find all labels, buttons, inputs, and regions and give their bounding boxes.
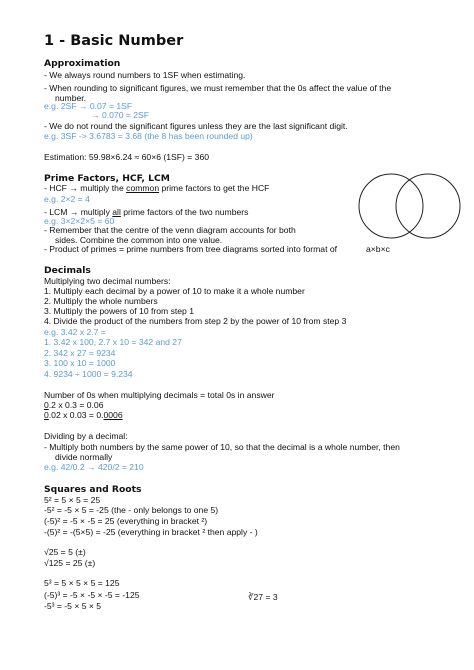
hcf-text-start: - HCF → multiply the [44,183,127,193]
product-format: a×b×c [366,244,390,254]
decimals-example-step-2: 2. 342 x 27 = 9234 [44,348,116,358]
decimals-step-2: 2. Multiply the whole numbers [44,296,158,306]
venn-note-line-1: - Remember that the centre of the venn diagram accounts for both [44,225,296,235]
approximation-example-1: e.g. 2SF → 0.07 = 1SF [44,101,133,111]
squares-heading: Squares and Roots [44,484,142,495]
decimals-step-1: 1. Multiply each decimal by a power of 10 to make it a whole number [44,286,305,296]
decimals-step-4: 4. Divide the product of the numbers from step 2 by the power of 10 from step 3 [44,316,347,326]
decimals-heading: Decimals [44,265,91,276]
decimals-example-step-3: 3. 100 x 10 = 1000 [44,358,116,368]
lcm-all-word: all [112,207,121,217]
squares-line-2: -5² = -5 × 5 = -25 (the - only belongs to one 5) [44,505,219,515]
dividing-example: e.g. 42/0.2 → 420/2 = 210 [44,462,144,472]
venn-note-line-2: sides. Combine the common into one value. [55,235,223,245]
page-title: 1 - Basic Number [44,33,184,49]
approximation-example-2: e.g. 3SF -> 3.6783 = 3.68 (the 8 has been rounded up) [44,131,253,141]
approximation-bullet-2-cont: number. [55,93,87,103]
squares-line-1: 5² = 5 × 5 = 25 [44,495,101,505]
approximation-bullet-3: - We do not round the significant figures unless they are the last significant digit. [44,121,348,131]
hcf-text-end: prime factors to get the HCF [159,183,270,193]
approximation-bullet-2: - When rounding to significant figures, we must remember that the 0s affect the value of the [44,83,392,93]
zeros-rule: Number of 0s when multiplying decimals = total 0s in answer [44,390,275,400]
venn-right-circle [396,174,460,238]
decimals-intro: Multiplying two decimal numbers: [44,276,171,286]
approximation-heading: Approximation [44,58,121,69]
root-line-2: √125 = 25 (±) [44,558,96,568]
zeros-example-1-underlined: 0 [44,400,49,410]
cube-line-2: (-5)³ = -5 × -5 × -5 = -125 [44,590,140,600]
root-line-1: √25 = 5 (±) [44,547,86,557]
approximation-bullet-1: - We always round numbers to 1SF when estimating. [44,70,246,80]
zeros-example-2 [44,410,123,421]
estimation-line: Estimation: 59.98×6.24 ≈ 60×6 (1SF) = 360 [44,152,209,162]
squares-line-3: (-5)² = -5 × -5 = 25 (everything in bracket ²) [44,516,208,526]
zeros-example-2-result: 0006 [103,410,123,420]
hcf-common-word: common [126,183,160,193]
zeros-example-2-underlined: 0 [44,410,49,420]
venn-diagram [358,170,468,246]
cube-root-line: ∛27 = 3 [248,592,278,602]
decimals-example-heading: e.g. 3.42 x 2.7 = [44,327,106,337]
squares-line-4: -(5)² = -(5×5) = -25 (everything in bracket ² then apply - ) [44,527,258,537]
decimals-step-3: 3. Multiply the powers of 10 from step 1 [44,306,194,316]
decimals-example-step-4: 4. 9234 ÷ 1000 = 9.234 [44,369,133,379]
dividing-bullet-line-1: - Multiply both numbers by the same power of 10, so that the decimal is a whole number, then [44,442,400,452]
venn-left-circle [359,174,423,238]
lcm-text-start: - LCM → multiply [44,207,113,217]
decimals-example-step-1: 1. 3.42 x 100, 2.7 x 10 = 342 and 27 [44,337,182,347]
hcf-example: e.g. 2×2 = 4 [44,194,90,204]
zeros-example-1-rest: .2 x 0.3 = 0.06 [48,400,104,410]
product-of-primes-line: - Product of primes = prime numbers from tree diagrams sorted into format of [44,244,338,254]
cube-line-1: 5³ = 5 × 5 × 5 = 125 [44,578,120,588]
approximation-example-1b: → 0.070 = 2SF [91,110,150,120]
hcf-line [44,183,269,194]
lcm-text-end: prime factors of the two numbers [120,207,249,217]
prime-factors-heading: Prime Factors, HCF, LCM [44,173,170,184]
dividing-heading: Dividing by a decimal: [44,431,128,441]
zeros-example-2-mid: .02 x 0.03 = 0. [48,410,104,420]
lcm-example: e.g. 3×2×2×5 = 60 [44,216,115,226]
dividing-bullet-line-2: divide normally [55,452,113,462]
cube-line-3: -5³ = -5 × 5 × 5 [44,601,102,611]
